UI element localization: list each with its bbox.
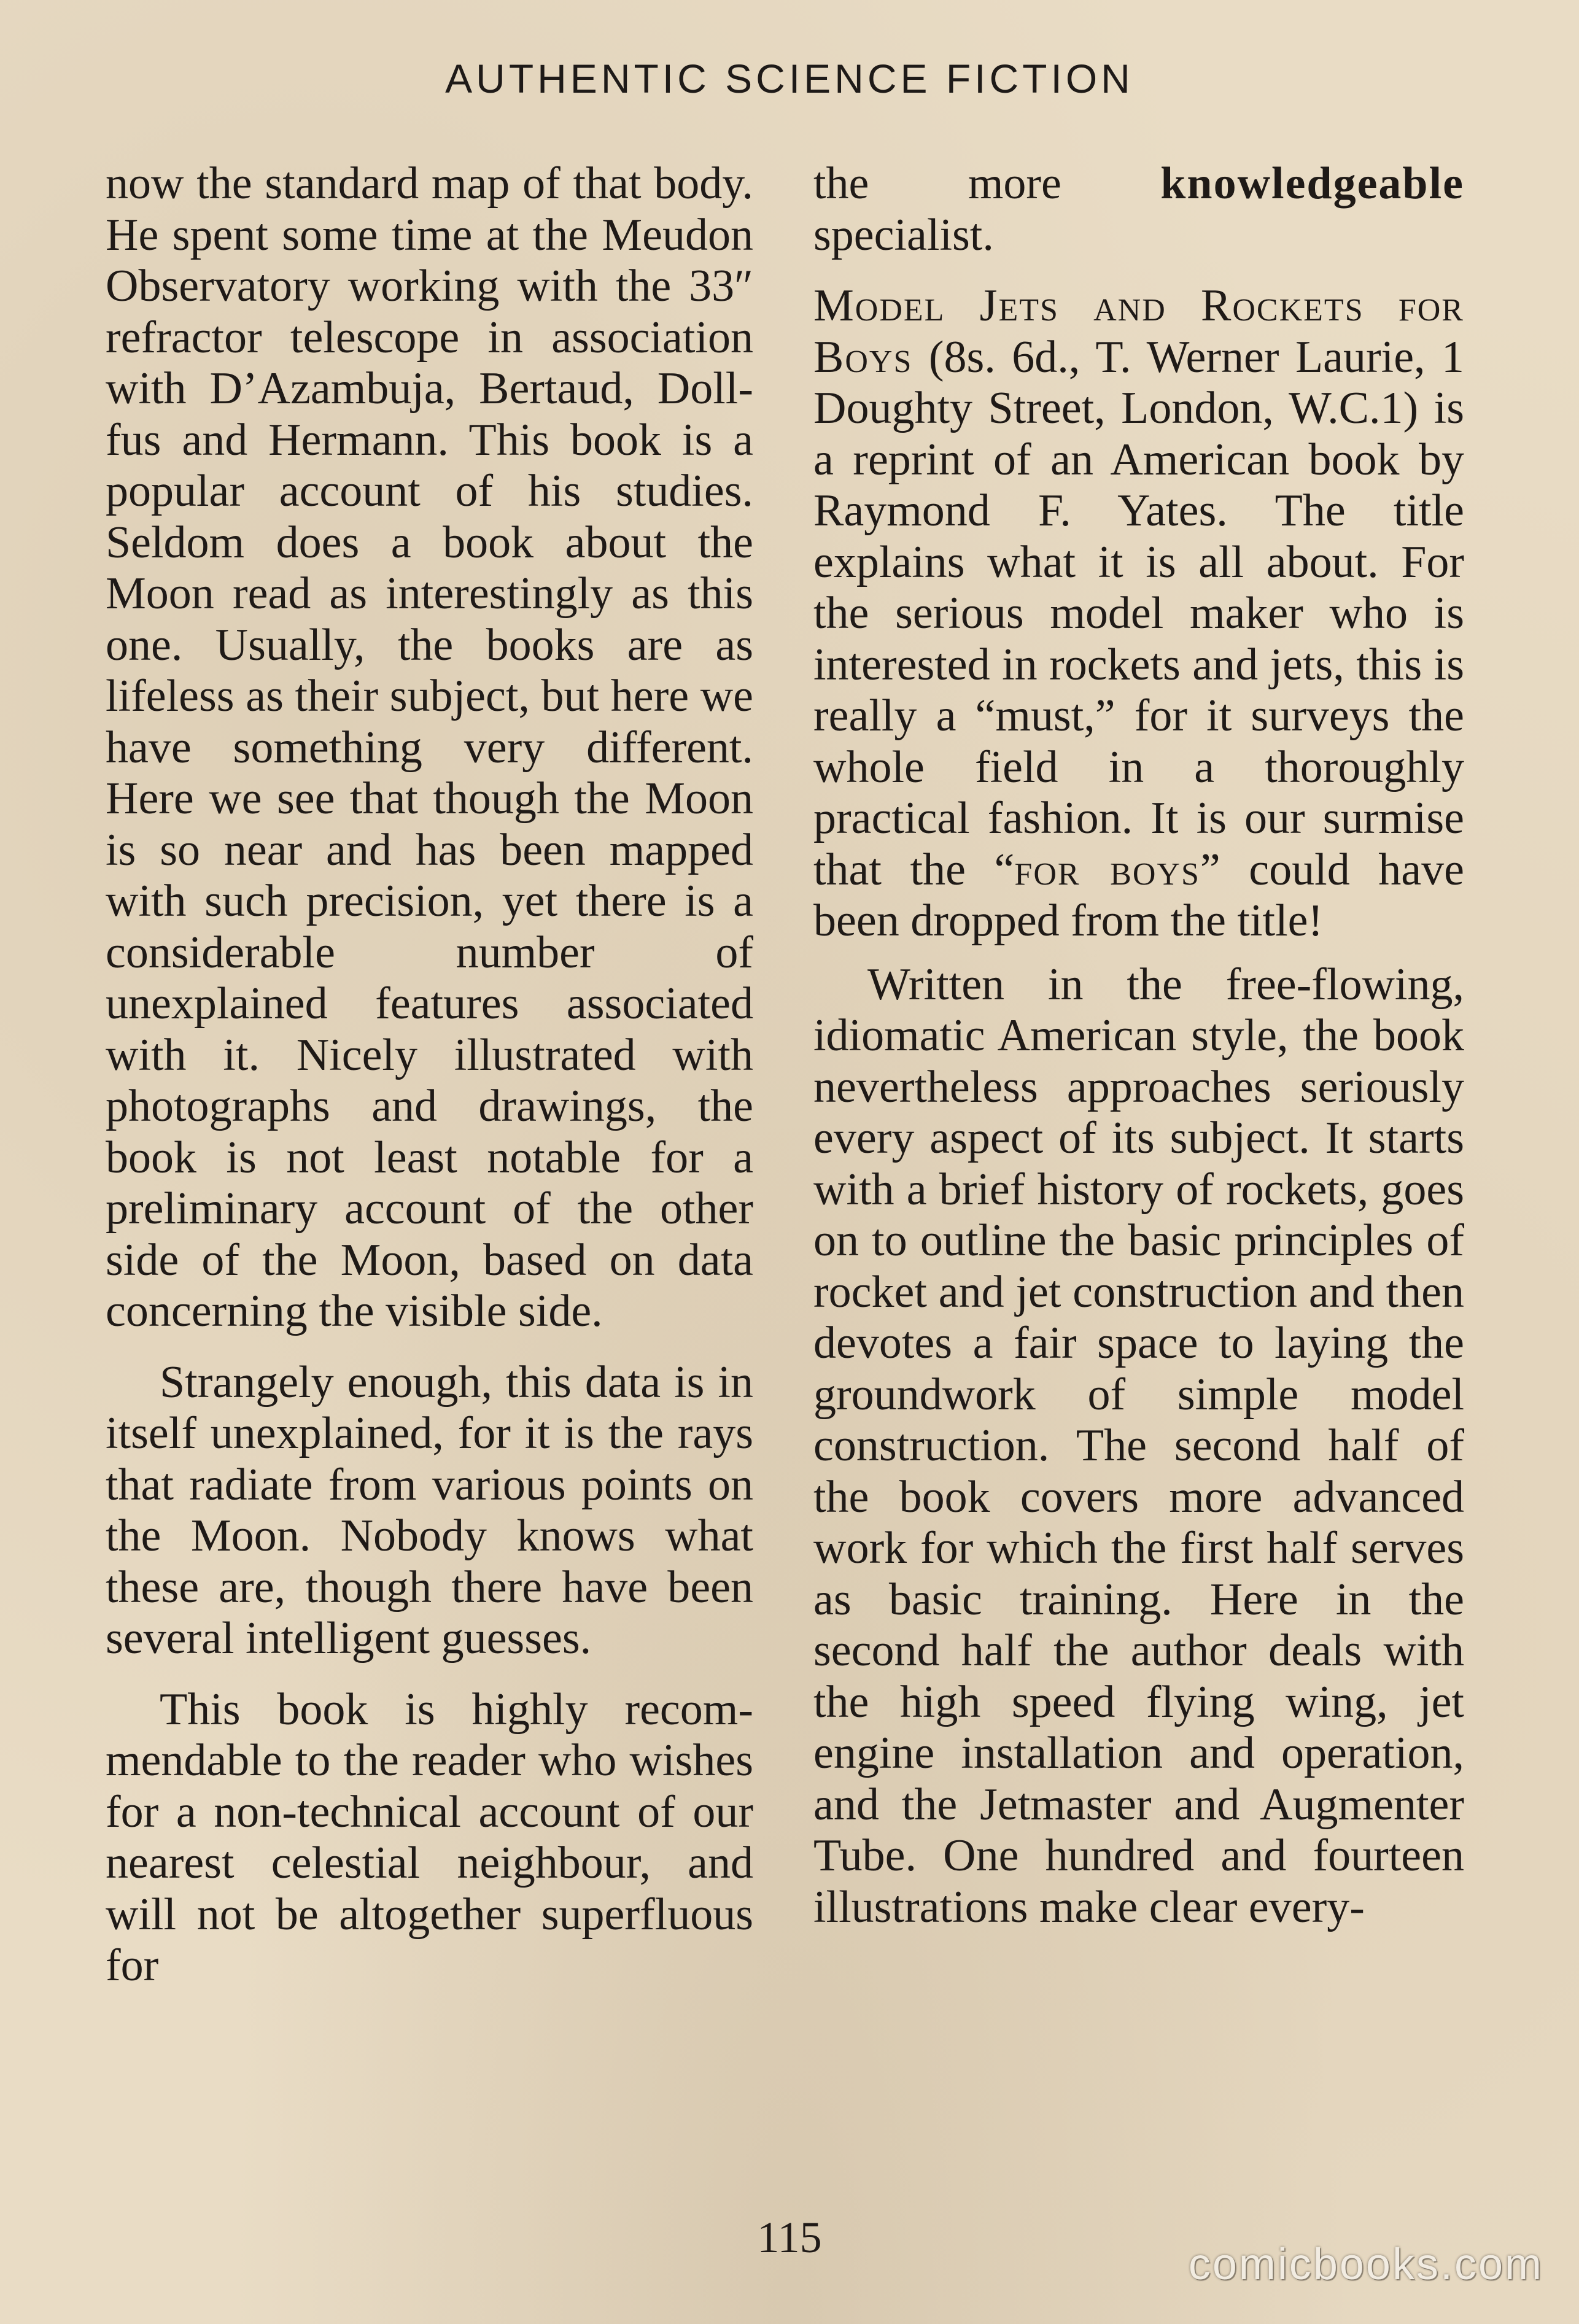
running-header: AUTHENTIC SCIENCE FICTION [445, 56, 1134, 101]
quoted-smallcaps: for boys [1014, 844, 1200, 895]
right-column [813, 158, 1464, 1933]
watermark: comicbooks.com [1188, 2240, 1543, 2289]
left-paragraph-2: Strangely enough, this data is in itself unexplained, for it is the rays that radiate from various points on the Moon. Nobody knows what these are, though there have been several intelligent guesses. [106, 1357, 753, 1664]
left-column [106, 158, 753, 1992]
review-body-end: ” could have been dropped from the title! [813, 844, 1464, 946]
page-number: 115 [757, 2213, 822, 2262]
review-body: (8s. 6d., T. Werner Laurie, 1 Doughty Street, London, W.C.1) is a reprint of an American book by Raymond F. Yates. The title explains what it is all about. For the serious model maker who is interested in rockets and jets, this is really a “must,” for it surveys the whole field in a thoroughly practical fashion. It is our surmise that the “ [813, 331, 1464, 895]
right-paragraph-1 [813, 158, 1464, 261]
left-paragraph-1: now the standard map of that body. He spent some time at the Meudon Observatory working with the 33″ refractor telescope in association with D’Azambuja, Bertaud, Dollfus and Hermann. This book is a popular account of his studies. Seldom does a book about the Moon read as interestingly as this one. Usually, the books are as lifeless as their subject, but here we have something very different. Here we see that though the Moon is so near and has been mapped with such precision, yet there is a considerable number of unexplained features associated with it. Nicely illustrated with photographs and drawings, the book is not least notable for a preliminary account of the other side of the Moon, based on data concerning the visible side. [106, 158, 753, 1336]
review-model-jets [813, 281, 1464, 947]
book-title-smallcaps: Model Jets and Rockets for Boys [813, 281, 1464, 382]
right-p1-text-start: the more [813, 158, 1161, 209]
right-p1-text-end: specialist. [813, 209, 994, 260]
right-paragraph-3: Written in the free-flowing, idiomatic American style, the book nevertheless approaches seriously every aspect of its subject. It starts with a brief history of rockets, goes on to outline the basic principles of rocket and jet construction and then devotes a fair space to laying the groundwork of simple model construction. The second half of the book covers more advanced work for which the first half serves as basic training. Here in the second half the author deals with the high speed flying wing, jet engine installation and operation, and the Jetmaster and Augmenter Tube. One hundred and fourteen illustrations make clear every- [813, 959, 1464, 1932]
emphasized-word: knowledgeable [1160, 158, 1464, 209]
left-paragraph-3: This book is highly recommendable to the reader who wishes for a non-technical account of our nearest celestial neighbour, and will not be altogether superfluous for [106, 1684, 753, 1991]
